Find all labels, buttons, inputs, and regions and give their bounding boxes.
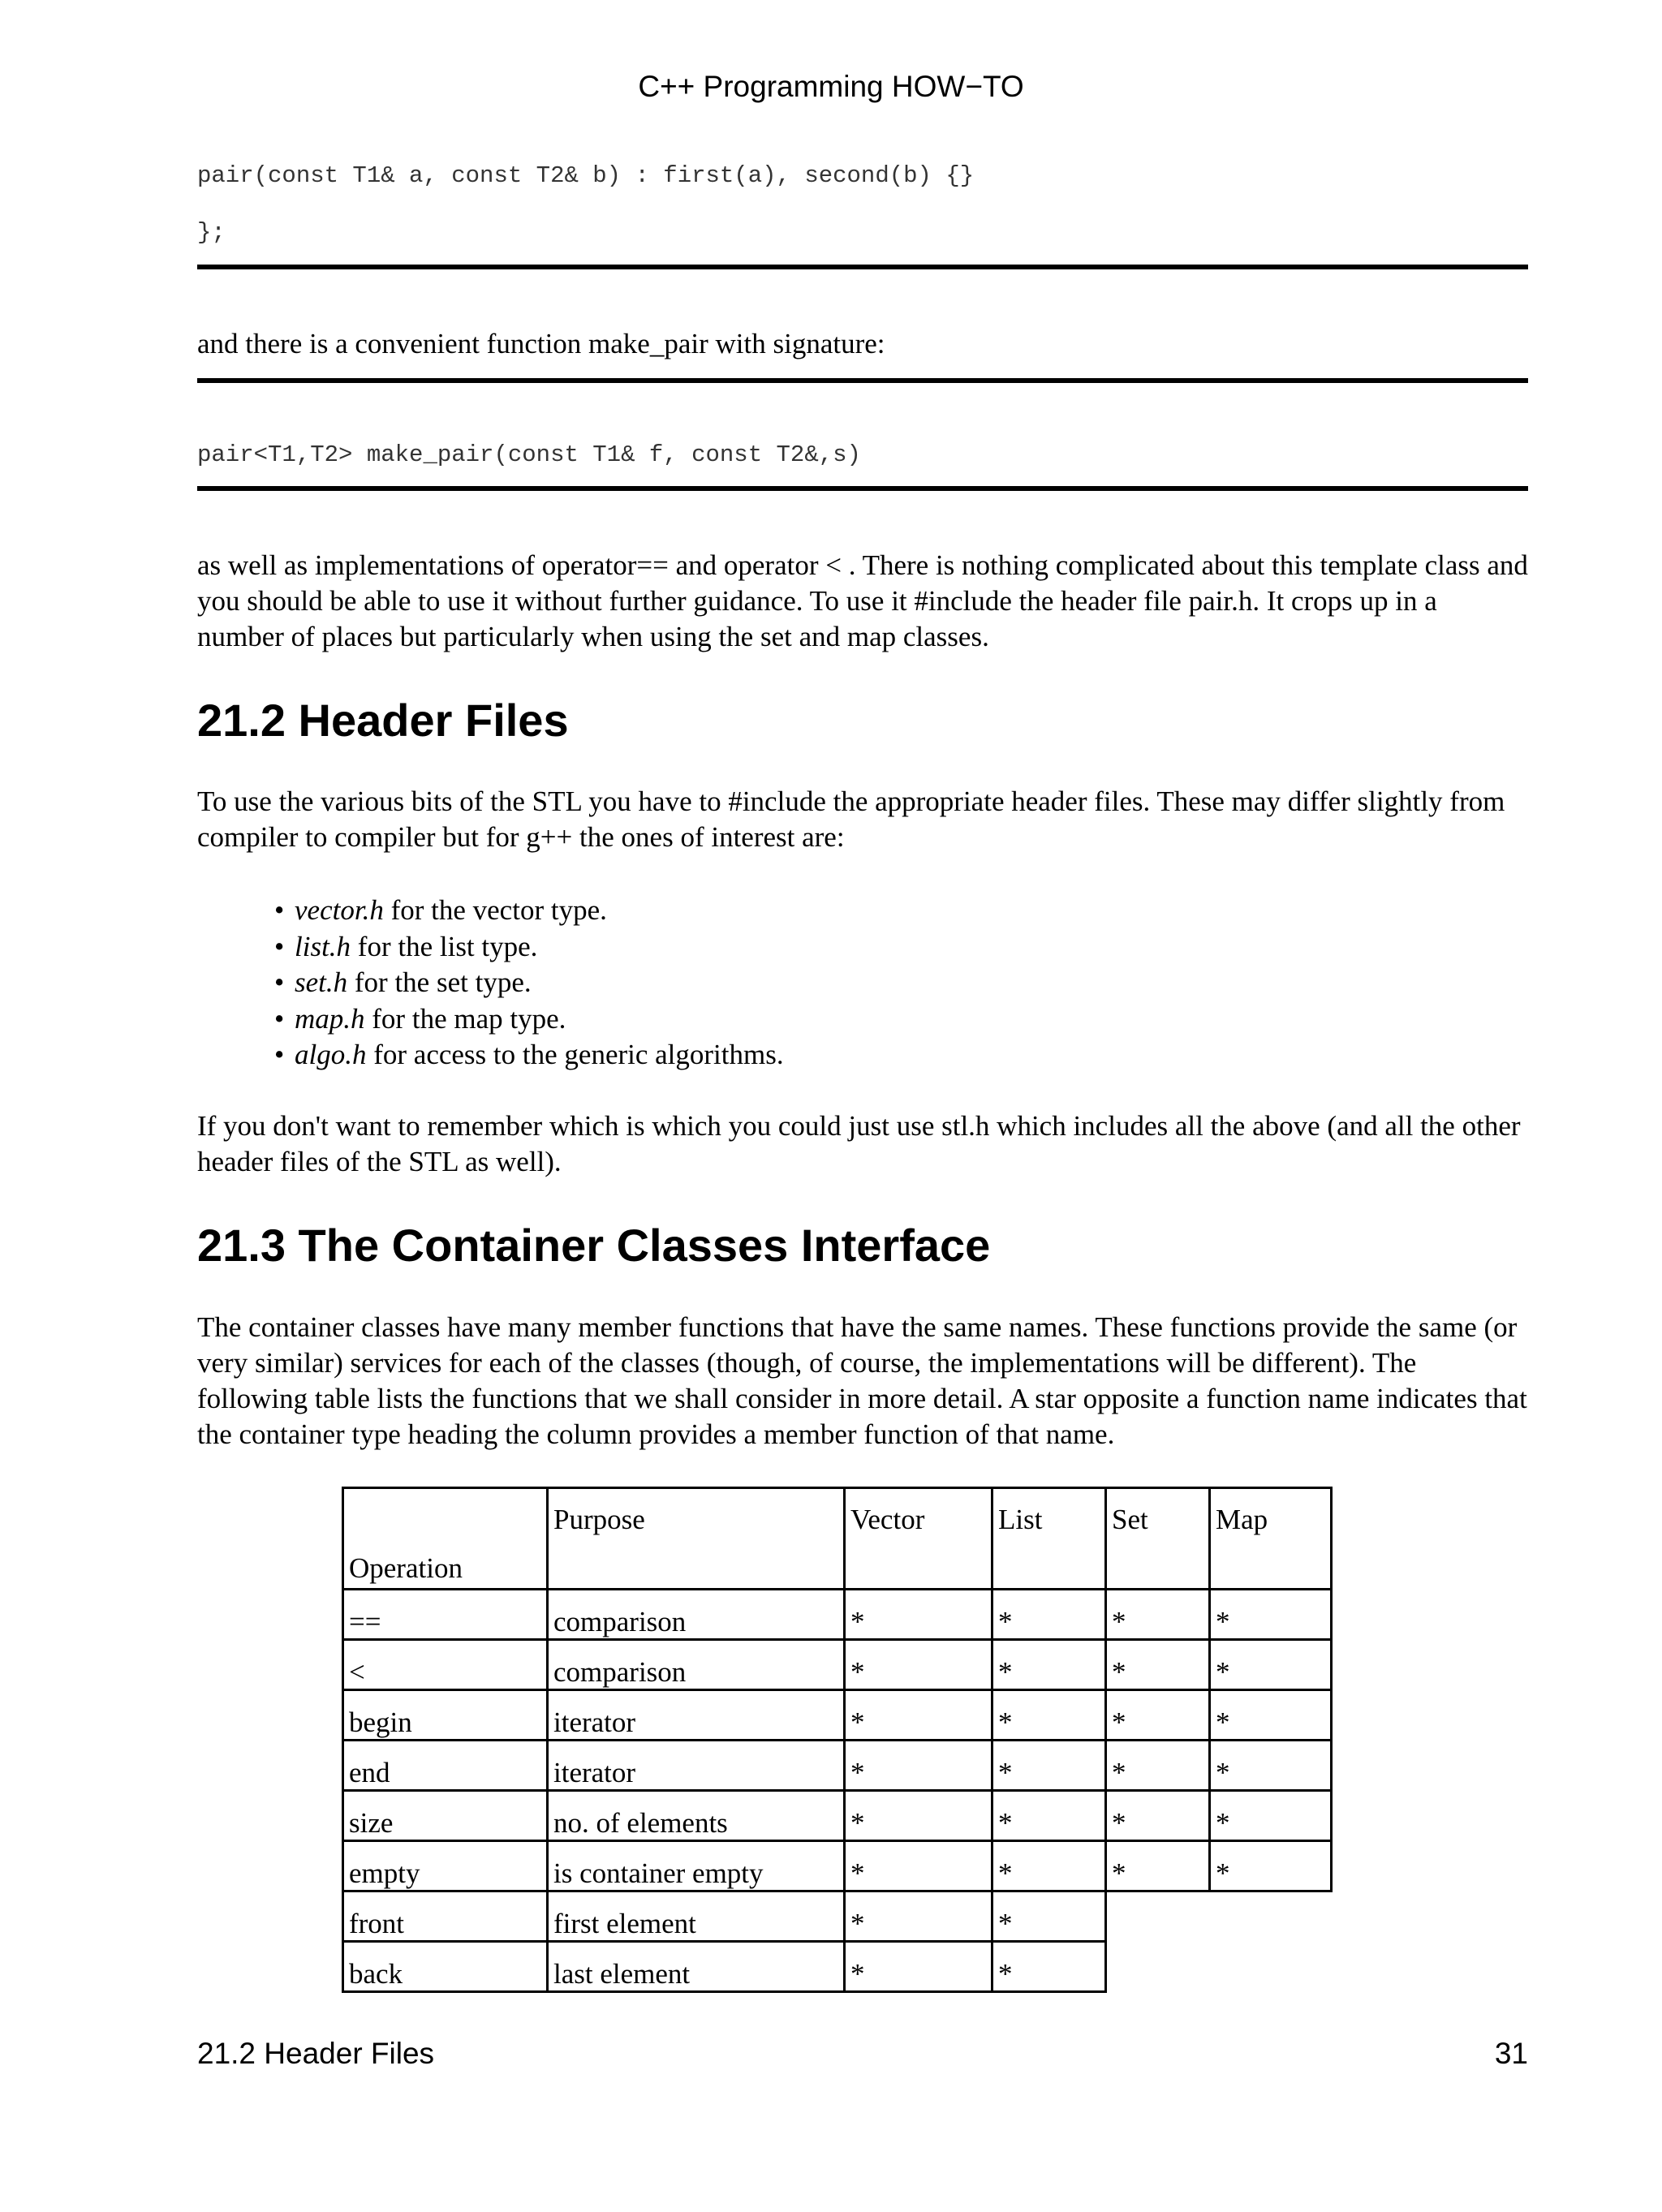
list-cell: * <box>992 1841 1106 1891</box>
table-row <box>343 1640 1332 1690</box>
operation-cell: back <box>343 1942 548 1992</box>
purpose-cell: first element <box>548 1891 845 1942</box>
code-make-pair-signature: pair<T1,T2> make_pair(const T1& f, const T2&,s) <box>197 441 861 468</box>
divider-rule <box>197 486 1528 491</box>
operation-cell: empty <box>343 1841 548 1891</box>
divider-rule <box>197 378 1528 383</box>
list-item: • map.h for the map type. <box>274 1001 784 1038</box>
purpose-cell: no. of elements <box>548 1791 845 1841</box>
set-cell: * <box>1106 1741 1210 1791</box>
vector-cell: * <box>845 1841 992 1891</box>
paragraph-header-files-intro: To use the various bits of the STL you have to #include the appropriate header files. These may differ slightly from compiler to compiler but for g++ the ones of interest are: <box>197 785 1505 853</box>
table-row <box>343 1590 1332 1640</box>
map-cell: * <box>1210 1690 1332 1741</box>
vector-cell: * <box>845 1640 992 1690</box>
vector-cell: * <box>845 1891 992 1942</box>
map-cell: * <box>1210 1841 1332 1891</box>
column-header-set: Set <box>1106 1488 1210 1590</box>
set-cell: * <box>1106 1791 1210 1841</box>
vector-cell: * <box>845 1942 992 1992</box>
operation-cell: front <box>343 1891 548 1942</box>
purpose-cell: iterator <box>548 1741 845 1791</box>
column-header-purpose: Purpose <box>548 1488 845 1590</box>
operation-cell: end <box>343 1741 548 1791</box>
purpose-cell: comparison <box>548 1590 845 1640</box>
paragraph-stl-h: If you don't want to remember which is which you could just use stl.h which includes all the above (and all the other header files of the STL as well). <box>197 1110 1521 1177</box>
operation-cell: size <box>343 1791 548 1841</box>
header-file-list <box>274 893 784 1074</box>
table-header-row <box>343 1488 1332 1590</box>
table-row <box>343 1891 1332 1942</box>
empty-cell <box>1210 1891 1332 1942</box>
vector-cell: * <box>845 1791 992 1841</box>
operation-cell: begin <box>343 1690 548 1741</box>
empty-cell <box>1106 1891 1210 1942</box>
table-row <box>343 1741 1332 1791</box>
page-number: 31 <box>1494 2037 1528 2070</box>
table-row <box>343 1690 1332 1741</box>
list-item: • list.h for the list type. <box>274 929 784 966</box>
code-pair-constructor: pair(const T1& a, const T2& b) : first(a), second(b) {} <box>197 162 975 189</box>
list-cell: * <box>992 1640 1106 1690</box>
purpose-cell: iterator <box>548 1690 845 1741</box>
set-cell: * <box>1106 1590 1210 1640</box>
list-cell: * <box>992 1590 1106 1640</box>
list-cell: * <box>992 1891 1106 1942</box>
column-header-operation: Operation <box>343 1488 548 1590</box>
purpose-cell: last element <box>548 1942 845 1992</box>
vector-cell: * <box>845 1690 992 1741</box>
vector-cell: * <box>845 1741 992 1791</box>
paragraph-operators: as well as implementations of operator== and operator < . There is nothing complicated about this template class and you should be able to use it without further guidance. To use it #include the header file pair.h. It crops up in a number of places but particularly when using the set and map classes. <box>197 549 1528 652</box>
column-header-map: Map <box>1210 1488 1332 1590</box>
set-cell: * <box>1106 1690 1210 1741</box>
set-cell: * <box>1106 1640 1210 1690</box>
column-header-list: List <box>992 1488 1106 1590</box>
table-row <box>343 1841 1332 1891</box>
section-heading-header-files: 21.2 Header Files <box>197 695 569 746</box>
vector-cell: * <box>845 1590 992 1640</box>
map-cell: * <box>1210 1741 1332 1791</box>
column-header-vector: Vector <box>845 1488 992 1590</box>
operation-cell: == <box>343 1590 548 1640</box>
set-cell: * <box>1106 1841 1210 1891</box>
map-cell: * <box>1210 1640 1332 1690</box>
list-cell: * <box>992 1741 1106 1791</box>
purpose-cell: comparison <box>548 1640 845 1690</box>
code-closing-brace: }; <box>197 219 226 246</box>
divider-rule <box>197 265 1528 269</box>
table-row <box>343 1942 1332 1992</box>
list-cell: * <box>992 1791 1106 1841</box>
section-heading-container-classes: 21.3 The Container Classes Interface <box>197 1220 991 1271</box>
bullet-icon: • <box>274 894 285 926</box>
purpose-cell: is container empty <box>548 1841 845 1891</box>
operation-cell: < <box>343 1640 548 1690</box>
map-cell: * <box>1210 1590 1332 1640</box>
container-functions-table <box>342 1487 1333 1993</box>
bullet-icon: • <box>274 966 285 998</box>
empty-cell <box>1106 1942 1210 1992</box>
bullet-icon: • <box>274 1002 285 1035</box>
list-cell: * <box>992 1942 1106 1992</box>
bullet-icon: • <box>274 1039 285 1070</box>
paragraph-make-pair: and there is a convenient function make_pair with signature: <box>197 328 885 359</box>
footer-section-title: 21.2 Header Files <box>197 2037 435 2070</box>
empty-cell <box>1210 1942 1332 1992</box>
paragraph-container-classes-intro: The container classes have many member functions that have the same names. These functions provide the same (or very similar) services for each of the classes (though, of course, the implementations will be different). The following table lists the functions that we shall consider in more detail. A star opposite a function name indicates that the container type heading the column provides a member function of that name. <box>197 1311 1527 1450</box>
table-row <box>343 1791 1332 1841</box>
list-item: • algo.h for access to the generic algorithms. <box>274 1037 784 1074</box>
running-header: C++ Programming HOW−TO <box>638 70 1024 103</box>
map-cell: * <box>1210 1791 1332 1841</box>
bullet-icon: • <box>274 930 285 962</box>
list-item: • set.h for the set type. <box>274 965 784 1001</box>
list-item: • vector.h for the vector type. <box>274 893 784 929</box>
list-cell: * <box>992 1690 1106 1741</box>
